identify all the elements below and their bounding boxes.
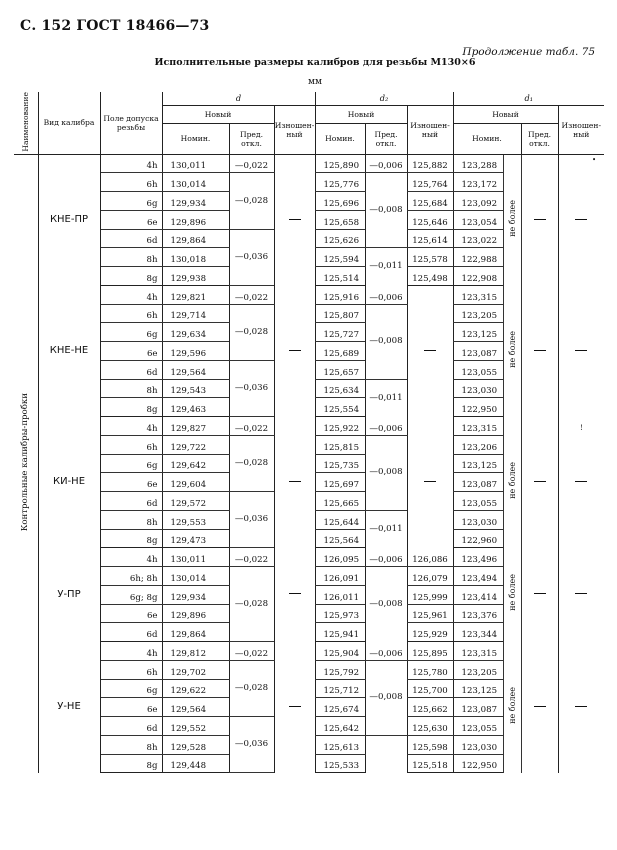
d2-worn: 126,086 bbox=[407, 548, 453, 567]
not-more-note: не более bbox=[503, 417, 521, 548]
tolerance-cell: 6d bbox=[100, 229, 162, 248]
table-body bbox=[14, 154, 604, 773]
tolerance-cell: 6d bbox=[100, 717, 162, 736]
dimensions-table bbox=[14, 92, 604, 773]
d1-nominal: 123,172 bbox=[453, 173, 503, 192]
d1-nominal: 123,087 bbox=[453, 342, 503, 361]
d-deviation: —0,036 bbox=[229, 360, 274, 416]
d2-nominal: 125,973 bbox=[315, 604, 365, 623]
d2-worn: 125,684 bbox=[407, 192, 453, 211]
d-nominal: 130,014 bbox=[162, 173, 229, 192]
d2-worn: 125,630 bbox=[407, 717, 453, 736]
header-d2-dev: Пред. откл. bbox=[365, 123, 407, 154]
tolerance-cell: 6h bbox=[100, 304, 162, 323]
d-nominal: 129,722 bbox=[162, 435, 229, 454]
d1-nominal: 123,288 bbox=[453, 154, 503, 173]
d2-nominal: 125,792 bbox=[315, 660, 365, 679]
continuation-note: Продолжение табл. 75 bbox=[462, 46, 595, 58]
d1-nominal: 122,988 bbox=[453, 248, 503, 267]
d1-nominal: 123,087 bbox=[453, 698, 503, 717]
tolerance-cell: 6g; 8g bbox=[100, 585, 162, 604]
d1-nominal: 122,950 bbox=[453, 754, 503, 773]
tolerance-cell: 6g bbox=[100, 192, 162, 211]
tolerance-cell: 6h; 8h bbox=[100, 567, 162, 586]
d2-deviation: —0,006 bbox=[365, 642, 407, 661]
dash-mark bbox=[289, 350, 301, 351]
stray-mark: ! bbox=[580, 424, 583, 432]
d1-nominal: 123,206 bbox=[453, 435, 503, 454]
d2-nominal: 125,657 bbox=[315, 360, 365, 379]
d-nominal: 129,714 bbox=[162, 304, 229, 323]
gauge-kind: У-НЕ bbox=[38, 642, 100, 773]
not-more-note: не более bbox=[503, 642, 521, 773]
d2-nominal: 125,658 bbox=[315, 210, 365, 229]
tolerance-cell: 6g bbox=[100, 454, 162, 473]
d1-deviation bbox=[521, 548, 558, 642]
header-d1-nom: Номин. bbox=[453, 123, 521, 154]
d-deviation: —0,022 bbox=[229, 548, 274, 567]
d-nominal: 129,934 bbox=[162, 585, 229, 604]
d2-deviation: —0,006 bbox=[365, 154, 407, 173]
d-deviation: —0,036 bbox=[229, 229, 274, 285]
d1-deviation bbox=[521, 154, 558, 285]
tolerance-cell: 8h bbox=[100, 735, 162, 754]
d1-worn bbox=[558, 548, 604, 642]
d1-nominal: 123,055 bbox=[453, 492, 503, 511]
d2-deviation bbox=[365, 735, 407, 773]
dash-mark bbox=[289, 219, 301, 220]
d2-nominal: 125,642 bbox=[315, 717, 365, 736]
d2-nominal: 125,916 bbox=[315, 285, 365, 304]
d1-nominal: 123,376 bbox=[453, 604, 503, 623]
d2-nominal: 125,613 bbox=[315, 735, 365, 754]
d2-nominal: 125,644 bbox=[315, 510, 365, 529]
d1-nominal: 123,030 bbox=[453, 735, 503, 754]
d1-nominal: 123,315 bbox=[453, 642, 503, 661]
d-nominal: 129,821 bbox=[162, 285, 229, 304]
d1-nominal: 123,315 bbox=[453, 417, 503, 436]
dash-mark bbox=[575, 481, 587, 482]
d2-nominal: 125,776 bbox=[315, 173, 365, 192]
d-nominal: 130,011 bbox=[162, 154, 229, 173]
d-nominal: 129,473 bbox=[162, 529, 229, 548]
d2-worn: 125,764 bbox=[407, 173, 453, 192]
d2-worn: 125,780 bbox=[407, 660, 453, 679]
d2-nominal: 125,689 bbox=[315, 342, 365, 361]
tolerance-cell: 6h bbox=[100, 435, 162, 454]
d2-deviation: —0,008 bbox=[365, 567, 407, 642]
d2-worn: 125,518 bbox=[407, 754, 453, 773]
tolerance-cell: 6e bbox=[100, 473, 162, 492]
d1-nominal: 123,054 bbox=[453, 210, 503, 229]
header-d1: d₁ bbox=[453, 92, 604, 106]
header-d-new: Новый bbox=[162, 106, 274, 124]
d1-worn bbox=[558, 154, 604, 285]
d-nominal: 129,634 bbox=[162, 323, 229, 342]
d2-nominal: 125,712 bbox=[315, 679, 365, 698]
dash-mark bbox=[534, 350, 546, 351]
d1-nominal: 122,960 bbox=[453, 529, 503, 548]
d-nominal: 129,896 bbox=[162, 210, 229, 229]
d1-nominal: 122,950 bbox=[453, 398, 503, 417]
d2-worn: 126,079 bbox=[407, 567, 453, 586]
d-deviation: —0,022 bbox=[229, 154, 274, 173]
d2-nominal: 125,594 bbox=[315, 248, 365, 267]
d2-nominal: 125,922 bbox=[315, 417, 365, 436]
d-nominal: 129,622 bbox=[162, 679, 229, 698]
gauge-kind: КИ-НЕ bbox=[38, 417, 100, 548]
dash-mark bbox=[575, 350, 587, 351]
d1-nominal: 123,414 bbox=[453, 585, 503, 604]
d1-worn bbox=[558, 642, 604, 773]
tolerance-cell: 8g bbox=[100, 398, 162, 417]
d-nominal: 129,528 bbox=[162, 735, 229, 754]
d2-deviation: —0,011 bbox=[365, 248, 407, 286]
d-nominal: 129,934 bbox=[162, 192, 229, 211]
d2-nominal: 125,674 bbox=[315, 698, 365, 717]
d-worn bbox=[274, 285, 315, 416]
d2-nominal: 125,904 bbox=[315, 642, 365, 661]
header-d2-nom: Номин. bbox=[315, 123, 365, 154]
dash-mark bbox=[289, 481, 301, 482]
d2-nominal: 125,533 bbox=[315, 754, 365, 773]
d-nominal: 129,596 bbox=[162, 342, 229, 361]
tolerance-cell: 6e bbox=[100, 604, 162, 623]
d1-nominal: 123,496 bbox=[453, 548, 503, 567]
table-row bbox=[14, 642, 604, 661]
d-nominal: 129,564 bbox=[162, 698, 229, 717]
dash-mark bbox=[534, 481, 546, 482]
d2-deviation: —0,008 bbox=[365, 173, 407, 248]
d1-nominal: 123,494 bbox=[453, 567, 503, 586]
tolerance-cell: 8h bbox=[100, 510, 162, 529]
d2-deviation: —0,008 bbox=[365, 660, 407, 735]
tolerance-cell: 6d bbox=[100, 623, 162, 642]
d1-nominal: 123,205 bbox=[453, 304, 503, 323]
d1-nominal: 123,205 bbox=[453, 660, 503, 679]
d-deviation: —0,028 bbox=[229, 660, 274, 716]
d-deviation: —0,028 bbox=[229, 567, 274, 642]
d2-nominal: 125,815 bbox=[315, 435, 365, 454]
header-d1-worn: Изношен-ный bbox=[558, 106, 604, 155]
d2-nominal: 125,697 bbox=[315, 473, 365, 492]
d-deviation: —0,036 bbox=[229, 717, 274, 773]
d1-nominal: 123,125 bbox=[453, 454, 503, 473]
d2-nominal: 125,941 bbox=[315, 623, 365, 642]
d-nominal: 129,864 bbox=[162, 229, 229, 248]
d2-worn: 125,646 bbox=[407, 210, 453, 229]
table-title: Исполнительные размеры калибров для резьбы М130×6 bbox=[154, 57, 476, 68]
d2-worn: 125,882 bbox=[407, 154, 453, 173]
d-nominal: 130,018 bbox=[162, 248, 229, 267]
d-worn bbox=[274, 154, 315, 285]
d1-nominal: 123,125 bbox=[453, 679, 503, 698]
table-row bbox=[14, 417, 604, 436]
header-d1-new: Новый bbox=[453, 106, 558, 124]
d-nominal: 129,543 bbox=[162, 379, 229, 398]
d2-nominal: 125,634 bbox=[315, 379, 365, 398]
tolerance-cell: 8g bbox=[100, 754, 162, 773]
d-nominal: 130,014 bbox=[162, 567, 229, 586]
d2-worn: 125,598 bbox=[407, 735, 453, 754]
header-d: d bbox=[162, 92, 315, 106]
page-header: С. 152 ГОСТ 18466—73 bbox=[20, 18, 210, 34]
d-nominal: 129,642 bbox=[162, 454, 229, 473]
header-name: Наименование bbox=[14, 92, 38, 154]
d1-nominal: 123,030 bbox=[453, 379, 503, 398]
d2-nominal: 126,091 bbox=[315, 567, 365, 586]
d-deviation: —0,028 bbox=[229, 173, 274, 229]
tolerance-cell: 4h bbox=[100, 548, 162, 567]
d2-worn: 125,999 bbox=[407, 585, 453, 604]
tolerance-cell: 4h bbox=[100, 417, 162, 436]
dash-mark bbox=[534, 593, 546, 594]
d2-worn: 125,498 bbox=[407, 267, 453, 286]
d1-nominal: 123,092 bbox=[453, 192, 503, 211]
d-worn bbox=[274, 548, 315, 642]
d1-nominal: 122,908 bbox=[453, 267, 503, 286]
d2-worn: 125,961 bbox=[407, 604, 453, 623]
d1-nominal: 123,315 bbox=[453, 285, 503, 304]
d2-deviation: —0,006 bbox=[365, 548, 407, 567]
d2-nominal: 125,735 bbox=[315, 454, 365, 473]
d2-deviation: —0,006 bbox=[365, 417, 407, 436]
not-more-note: не более bbox=[503, 548, 521, 642]
d-nominal: 129,564 bbox=[162, 360, 229, 379]
d2-nominal: 125,807 bbox=[315, 304, 365, 323]
dash-mark bbox=[289, 706, 301, 707]
d-deviation: —0,022 bbox=[229, 285, 274, 304]
tolerance-cell: 8h bbox=[100, 248, 162, 267]
tolerance-cell: 8h bbox=[100, 379, 162, 398]
d2-worn: 125,578 bbox=[407, 248, 453, 267]
d2-worn: 125,614 bbox=[407, 229, 453, 248]
tolerance-cell: 6e bbox=[100, 698, 162, 717]
dash-mark bbox=[424, 481, 436, 482]
stray-mark: • bbox=[592, 156, 597, 164]
header-d2-new: Новый bbox=[315, 106, 407, 124]
dash-mark bbox=[575, 706, 587, 707]
d-deviation: —0,036 bbox=[229, 492, 274, 548]
table-row bbox=[14, 285, 604, 304]
d-worn bbox=[274, 642, 315, 773]
d-nominal: 129,702 bbox=[162, 660, 229, 679]
tolerance-cell: 8g bbox=[100, 267, 162, 286]
d1-nominal: 123,125 bbox=[453, 323, 503, 342]
units-label: мм bbox=[307, 77, 322, 87]
d2-nominal: 125,564 bbox=[315, 529, 365, 548]
d1-nominal: 123,055 bbox=[453, 360, 503, 379]
d2-worn: 125,700 bbox=[407, 679, 453, 698]
d1-nominal: 123,030 bbox=[453, 510, 503, 529]
d2-deviation: —0,006 bbox=[365, 285, 407, 304]
d-nominal: 129,553 bbox=[162, 510, 229, 529]
d2-nominal: 125,727 bbox=[315, 323, 365, 342]
d1-deviation bbox=[521, 642, 558, 773]
tolerance-cell: 6d bbox=[100, 360, 162, 379]
dash-mark bbox=[575, 593, 587, 594]
header-d2: d₂ bbox=[315, 92, 453, 106]
d2-nominal: 125,626 bbox=[315, 229, 365, 248]
d1-nominal: 123,022 bbox=[453, 229, 503, 248]
d2-nominal: 125,696 bbox=[315, 192, 365, 211]
tolerance-cell: 6e bbox=[100, 342, 162, 361]
dash-mark bbox=[534, 219, 546, 220]
header-tolerance: Поле допуска резьбы bbox=[100, 92, 162, 154]
gauge-kind: У-ПР bbox=[38, 548, 100, 642]
d-nominal: 129,812 bbox=[162, 642, 229, 661]
d2-nominal: 125,890 bbox=[315, 154, 365, 173]
d1-nominal: 123,055 bbox=[453, 717, 503, 736]
d-nominal: 129,827 bbox=[162, 417, 229, 436]
dash-mark bbox=[424, 350, 436, 351]
d2-nominal: 126,095 bbox=[315, 548, 365, 567]
not-more-note: не более bbox=[503, 154, 521, 285]
dash-mark bbox=[289, 593, 301, 594]
tolerance-cell: 8g bbox=[100, 529, 162, 548]
not-more-note: не более bbox=[503, 285, 521, 416]
d-nominal: 130,011 bbox=[162, 548, 229, 567]
tolerance-cell: 4h bbox=[100, 285, 162, 304]
tolerance-cell: 6h bbox=[100, 173, 162, 192]
d-worn bbox=[274, 417, 315, 548]
d2-nominal: 125,514 bbox=[315, 267, 365, 286]
d2-worn: 125,662 bbox=[407, 698, 453, 717]
d2-nominal: 126,011 bbox=[315, 585, 365, 604]
d2-worn bbox=[407, 285, 453, 416]
d-nominal: 129,552 bbox=[162, 717, 229, 736]
d-nominal: 129,572 bbox=[162, 492, 229, 511]
header-d-worn: Изношен-ный bbox=[274, 106, 315, 155]
tolerance-cell: 6h bbox=[100, 660, 162, 679]
gauge-kind: КНЕ-НЕ bbox=[38, 285, 100, 416]
tolerance-cell: 6e bbox=[100, 210, 162, 229]
d2-worn bbox=[407, 417, 453, 548]
d1-nominal: 123,344 bbox=[453, 623, 503, 642]
d2-deviation: —0,011 bbox=[365, 379, 407, 417]
dash-mark bbox=[575, 219, 587, 220]
d2-deviation: —0,008 bbox=[365, 435, 407, 510]
gauge-kind: КНЕ-ПР bbox=[38, 154, 100, 285]
header-d2-worn: Изношен-ный bbox=[407, 106, 453, 155]
table-row bbox=[14, 548, 604, 567]
tolerance-cell: 4h bbox=[100, 642, 162, 661]
d1-deviation bbox=[521, 417, 558, 548]
d-nominal: 129,604 bbox=[162, 473, 229, 492]
table-row bbox=[14, 154, 604, 173]
d-deviation: —0,028 bbox=[229, 435, 274, 491]
d2-worn: 125,895 bbox=[407, 642, 453, 661]
tolerance-cell: 4h bbox=[100, 154, 162, 173]
d1-deviation bbox=[521, 285, 558, 416]
d1-worn bbox=[558, 417, 604, 548]
tolerance-cell: 6g bbox=[100, 323, 162, 342]
header-d1-dev: Пред. откл. bbox=[521, 123, 558, 154]
d2-nominal: 125,554 bbox=[315, 398, 365, 417]
d-deviation: —0,022 bbox=[229, 642, 274, 661]
d2-deviation: —0,008 bbox=[365, 304, 407, 379]
group-name-cell: Контрольные калибры-пробки bbox=[14, 154, 38, 773]
d-deviation: —0,028 bbox=[229, 304, 274, 360]
d1-nominal: 123,087 bbox=[453, 473, 503, 492]
d2-deviation: —0,011 bbox=[365, 510, 407, 548]
tolerance-cell: 6g bbox=[100, 679, 162, 698]
d-nominal: 129,896 bbox=[162, 604, 229, 623]
tolerance-cell: 6d bbox=[100, 492, 162, 511]
header-d-dev: Пред. откл. bbox=[229, 123, 274, 154]
d2-worn: 125,929 bbox=[407, 623, 453, 642]
d-deviation: —0,022 bbox=[229, 417, 274, 436]
d-nominal: 129,463 bbox=[162, 398, 229, 417]
d-nominal: 129,938 bbox=[162, 267, 229, 286]
d-nominal: 129,864 bbox=[162, 623, 229, 642]
header-d-nom: Номин. bbox=[162, 123, 229, 154]
header-kind: Вид калибра bbox=[38, 92, 100, 154]
d-nominal: 129,448 bbox=[162, 754, 229, 773]
dash-mark bbox=[534, 706, 546, 707]
d1-worn bbox=[558, 285, 604, 416]
d2-nominal: 125,665 bbox=[315, 492, 365, 511]
